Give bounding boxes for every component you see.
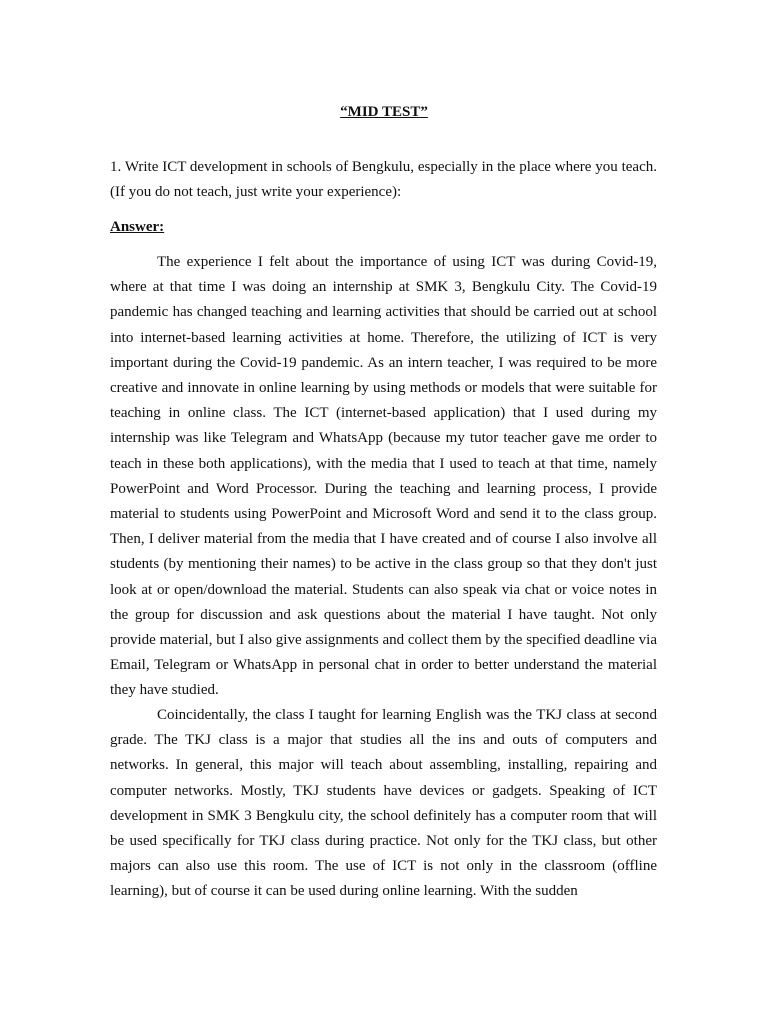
question-text: 1. Write ICT development in schools of Bengkulu, especially in the place where you teach. (If you do not teach, just write your experience): [110, 159, 657, 201]
answer-paragraph: The experience I felt about the importance of using ICT was during Covid-19, where at that time I was doing an internship at SMK 3, Bengkulu City. The Covid-19 pandemic has changed teaching and learning activities that should be carried out at school into internet-based learning activities at home. Therefore, the utilizing of ICT is very important during the Covid-19 pandemic. As an intern teacher, I was required to be more creative and innovate in online learning by using methods or models that were suitable for teaching in online class. The ICT (internet-based application) that I used during my internship was like Telegram and WhatsApp (because my tutor teacher gave me order to teach in these both applications), with the media that I used to teach at that time, namely PowerPoint and Word Processor. During the teaching and learning process, I provide material to students using PowerPoint and Microsoft Word and send it to the class group. Then, I deliver material from the media that I have created and of course I also involve all students (by mentioning their names) to be active in the class group so that they don't just look at or open/download the material. Students can also speak via chat or voice notes in the group for discussion and ask questions about the material I have taught. Not only provide material, but I also give assignments and collect them by the specified deadline via Email, Telegram or WhatsApp in personal chat in order to better understand the material they have studied. [110, 254, 657, 699]
answer-label: Answer: [110, 219, 165, 235]
document-title: “MID TEST” [340, 104, 428, 120]
answer-paragraph: Coincidentally, the class I taught for learning English was the TKJ class at second grade. The TKJ class is a major that studies all the ins and outs of computers and networks. In general, this major will teach about assembling, installing, repairing and computer networks. Mostly, TKJ students have devices or gadgets. Speaking of ICT development in SMK 3 Bengkulu city, the school definitely has a computer room that will be used specifically for TKJ class during practice. Not only for the TKJ class, but other majors can also use this room. The use of ICT is not only in the classroom (offline learning), but of course it can be used during online learning. With the sudden [110, 707, 657, 900]
